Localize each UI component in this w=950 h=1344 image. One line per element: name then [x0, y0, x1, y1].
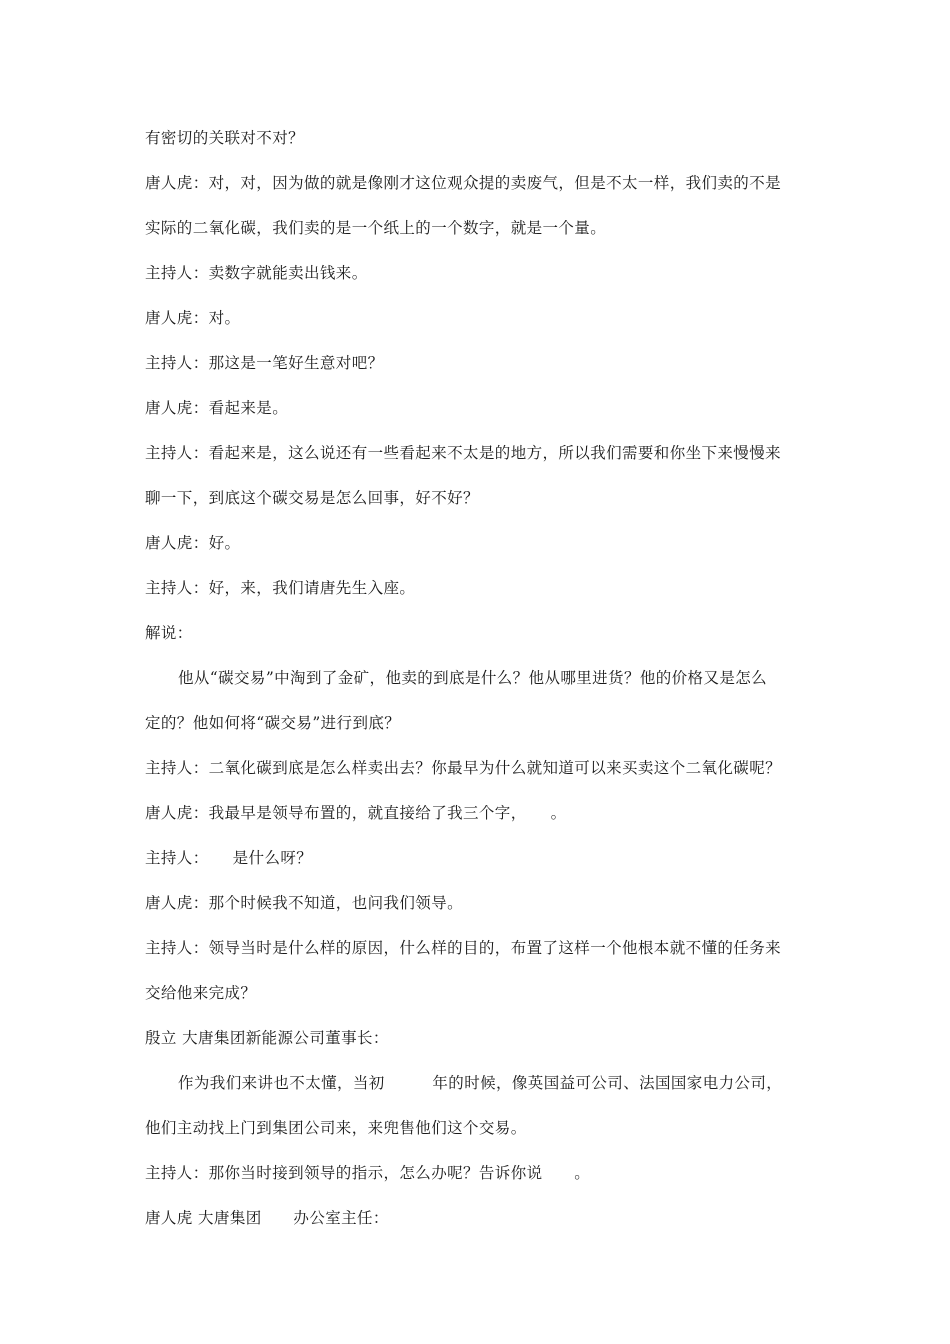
text-line: 唐人虎：我最早是领导布置的，就直接给了我三个字， 。: [145, 804, 567, 822]
text-line: 唐人虎：那个时候我不知道，也问我们领导。: [145, 894, 464, 912]
section-heading: 解说：: [145, 624, 193, 642]
text-line: 主持人：好，来，我们请唐先生入座。: [145, 579, 416, 597]
text-line: 主持人：那你当时接到领导的指示，怎么办呢？告诉你说 。: [145, 1164, 591, 1182]
text-line: 主持人：看起来是，这么说还有一些看起来不太是的地方，所以我们需要和你坐下来慢慢来: [145, 444, 782, 462]
text-line: 唐人虎：好。: [145, 534, 241, 552]
text-line: 作为我们来讲也不太懂，当初 年的时候，像英国益可公司、法国国家电力公司，: [178, 1074, 783, 1092]
text-line: 聊一下，到底这个碳交易是怎么回事，好不好？: [145, 489, 479, 507]
text-line: 唐人虎：看起来是。: [145, 399, 289, 417]
speaker-heading: 殷立 大唐集团新能源公司董事长：: [145, 1029, 389, 1047]
text-line: 主持人： 是什么呀？: [145, 849, 313, 867]
text-line: 他们主动找上门到集团公司来，来兜售他们这个交易。: [145, 1119, 527, 1137]
text-line: 他从“碳交易”中淘到了金矿，他卖的到底是什么？他从哪里进货？他的价格又是怎么: [178, 669, 768, 687]
speaker-heading: 唐人虎 大唐集团 办公室主任：: [145, 1209, 389, 1227]
text-line: 实际的二氧化碳，我们卖的是一个纸上的一个数字，就是一个量。: [145, 219, 607, 237]
text-line: 唐人虎：对。: [145, 309, 241, 327]
text-line: 交给他来完成？: [145, 984, 257, 1002]
text-line: 有密切的关联对不对？: [145, 129, 305, 147]
text-line: 主持人：二氧化碳到底是怎么样卖出去？你最早为什么就知道可以来买卖这个二氧化碳呢？: [145, 759, 782, 777]
text-line: 定的？他如何将“碳交易”进行到底？: [145, 714, 401, 732]
text-line: 主持人：卖数字就能卖出钱来。: [145, 264, 368, 282]
text-line: 主持人：领导当时是什么样的原因，什么样的目的，布置了这样一个他根本就不懂的任务来: [145, 939, 782, 957]
text-line: 主持人：那这是一笔好生意对吧？: [145, 354, 384, 372]
text-line: 唐人虎：对，对，因为做的就是像刚才这位观众提的卖废气，但是不太一样，我们卖的不是: [145, 174, 782, 192]
